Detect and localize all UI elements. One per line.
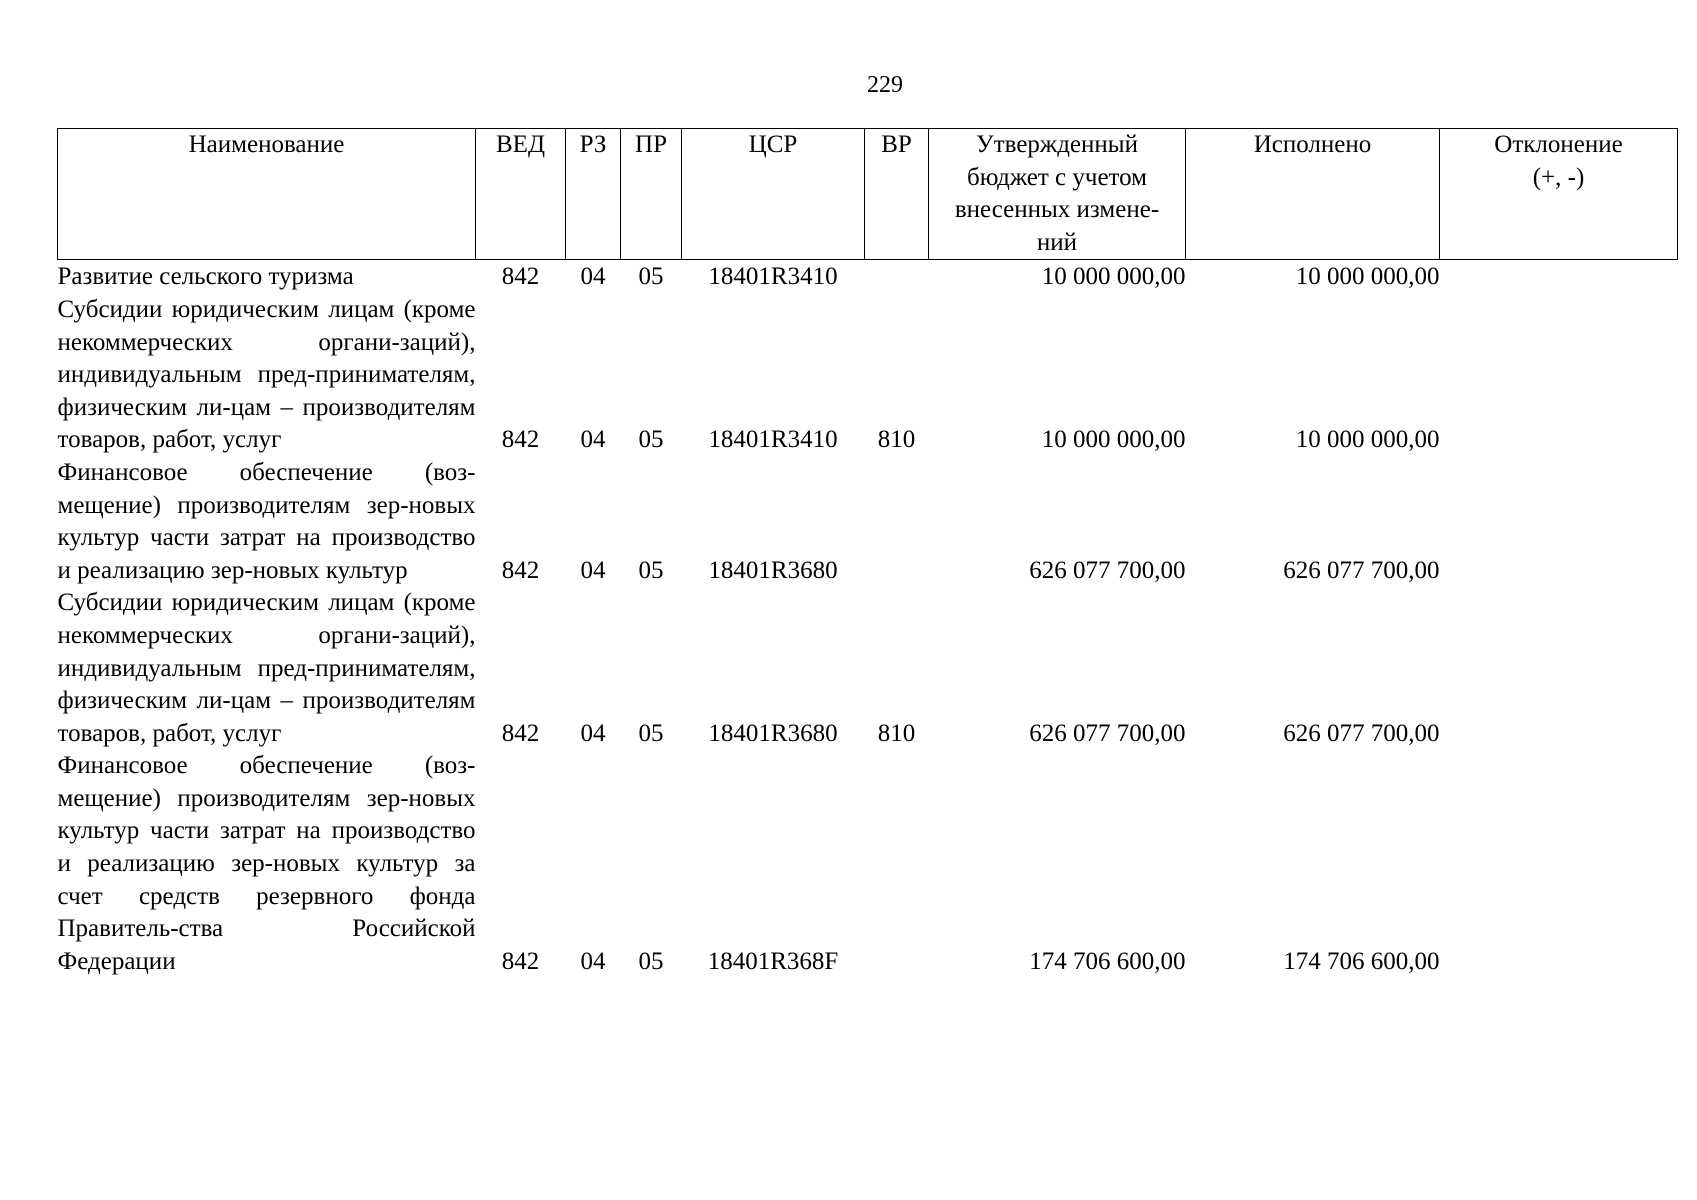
row-executed: 10 000 000,00: [1295, 426, 1440, 454]
row-csr: 18401R368F: [707, 947, 839, 975]
row-deviation: [1440, 457, 1678, 587]
row-vr: 810: [877, 719, 916, 747]
row-approved: 174 706 600,00: [1029, 947, 1186, 975]
row-csr: 18401R3680: [708, 556, 838, 584]
row-approved: 10 000 000,00: [1041, 263, 1186, 291]
row-vr: [865, 260, 929, 294]
row-csr: 18401R3410: [708, 426, 838, 454]
row-name: Субсидии юридическим лицам (кроме некоммерческих органи-заций), индивидуальным пред-принимателям, физическим ли-цам – производителям товаров, работ, услуг: [57, 589, 476, 747]
table-body: [58, 260, 1678, 979]
table-row: [58, 457, 1678, 587]
col-header-rz: РЗ: [566, 129, 621, 260]
budget-table: [57, 128, 1678, 978]
row-rz: 04: [580, 719, 606, 747]
row-ved: 842: [501, 263, 540, 291]
col-header-ved: ВЕД: [476, 129, 566, 260]
row-csr: 18401R3410: [708, 263, 838, 291]
row-name: Субсидии юридическим лицам (кроме некоммерческих органи-заций), индивидуальным пред-принимателям, физическим ли-цам – производителям товаров, работ, услуг: [57, 295, 476, 454]
row-pr: 05: [638, 263, 664, 291]
row-pr: 05: [638, 426, 664, 454]
row-deviation: [1440, 587, 1678, 750]
row-approved: 10 000 000,00: [1041, 426, 1186, 454]
row-executed: 10 000 000,00: [1295, 263, 1440, 291]
row-csr: 18401R3680: [708, 719, 838, 747]
row-deviation: [1440, 750, 1678, 978]
table-row: [58, 260, 1678, 294]
row-ved: 842: [501, 947, 540, 975]
row-name: Финансовое обеспечение (воз-мещение) производителям зер-новых культур части затрат на производство и реализацию зер-новых культур: [57, 458, 476, 584]
row-rz: 04: [580, 556, 606, 584]
row-ved: 842: [501, 719, 540, 747]
row-approved: 626 077 700,00: [1029, 719, 1186, 747]
row-executed: 626 077 700,00: [1283, 556, 1440, 584]
row-pr: 05: [638, 556, 664, 584]
row-rz: 04: [580, 426, 606, 454]
table-row: [58, 750, 1678, 978]
row-vr: [865, 750, 929, 978]
col-header-approved: Утвержденный бюджет с учетом внесенных измене-ний: [929, 129, 1186, 260]
col-header-pr: ПР: [621, 129, 682, 260]
row-pr: 05: [638, 719, 664, 747]
row-pr: 05: [638, 947, 664, 975]
row-deviation: [1440, 260, 1678, 294]
col-header-csr: ЦСР: [682, 129, 865, 260]
table-row: [58, 294, 1678, 457]
row-approved: 626 077 700,00: [1029, 556, 1186, 584]
page-number: 229: [867, 72, 903, 98]
row-rz: 04: [580, 947, 606, 975]
row-ved: 842: [501, 426, 540, 454]
col-header-deviation: Отклонение (+, -): [1440, 129, 1678, 260]
col-header-name: Наименование: [58, 129, 476, 260]
row-vr: 810: [877, 426, 916, 454]
row-rz: 04: [580, 263, 606, 291]
table-header: [58, 129, 1678, 260]
row-ved: 842: [501, 556, 540, 584]
col-header-vr: ВР: [865, 129, 929, 260]
row-deviation: [1440, 294, 1678, 457]
row-name: Развитие сельского туризма: [57, 263, 354, 291]
row-executed: 626 077 700,00: [1283, 719, 1440, 747]
row-executed: 174 706 600,00: [1283, 947, 1440, 975]
table-row: [58, 587, 1678, 750]
row-name: Финансовое обеспечение (воз-мещение) производителям зер-новых культур части затрат на производство и реализацию зер-новых культур за счет средств резервного фонда Правитель-ства Российской Федерации: [57, 752, 476, 975]
row-vr: [865, 457, 929, 587]
col-header-executed: Исполнено: [1186, 129, 1440, 260]
